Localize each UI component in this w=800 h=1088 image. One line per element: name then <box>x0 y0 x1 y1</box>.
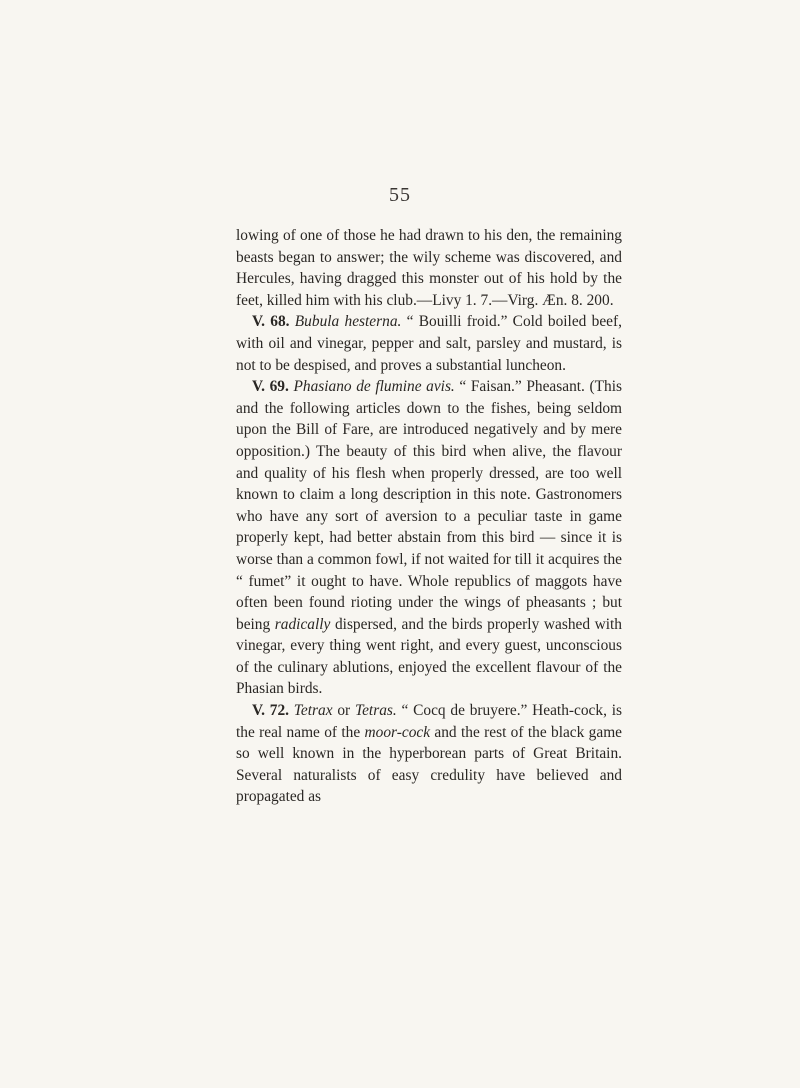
italic-text: Tetrax <box>293 702 333 720</box>
text-run: dispersed, and the birds properly washed with vinegar, every thing went right, and every guest, unconscious of the culinary ablutions, enjoyed the excellent flavour of the Phasian birds. <box>236 615 622 698</box>
text-run: “ Bouilli froid.” Cold boiled beef, with oil and vinegar, pepper and salt, parsley and mustard, is not to be despised, and proves a substantial luncheon. <box>236 313 622 374</box>
italic-text: Phasiano de flumine avis. <box>293 378 455 396</box>
entry-number: V. 69. <box>252 378 289 396</box>
text-run: “ Cocq de bruyere.” Heath-cock, is the real name of the <box>236 702 622 741</box>
text-run: lowing of one of those he had drawn to his den, the remaining beasts began to answer; the wily scheme was discovered, and Hercules, having dragged this monster out of his hold by the feet, killed him with his club.—Livy 1. 7.—Virg. Æn. 8. 200. <box>236 227 622 309</box>
paragraph <box>236 225 622 311</box>
italic-text: Bubula hesterna. <box>294 313 402 331</box>
paragraph <box>236 700 622 808</box>
italic-text: radically <box>274 615 331 633</box>
page-number: 55 <box>389 184 411 206</box>
paragraph <box>236 311 622 376</box>
paragraph <box>236 376 622 700</box>
text-run: and the rest of the black game so well known in the hyperborean parts of Great Britain. Several naturalists of easy credulity have believed and propagated as <box>236 723 622 806</box>
entry-number: V. 68. <box>252 313 290 331</box>
text-run: or <box>332 702 355 720</box>
text-run: “ Faisan.” Pheasant. (This and the following articles down to the fishes, being seldom upon the Bill of Fare, are introduced negatively and by mere opposition.) The beauty of this bird when alive, the flavour and quality of his flesh when properly dressed, are too well known to claim a long description in this note. Gastronomers who have any sort of aversion to a peculiar taste in game properly kept, had better abstain from this bird — since it is worse than a common fowl, if not waited for till it acquires the “ fumet” it ought to have. Whole republics of maggots have often been found rioting under the wings of pheasants ; but being <box>236 378 622 633</box>
body-text <box>236 225 622 808</box>
entry-number: V. 72. <box>252 702 289 720</box>
italic-text: Tetras. <box>354 702 397 720</box>
italic-text: moor-cock <box>364 723 431 741</box>
